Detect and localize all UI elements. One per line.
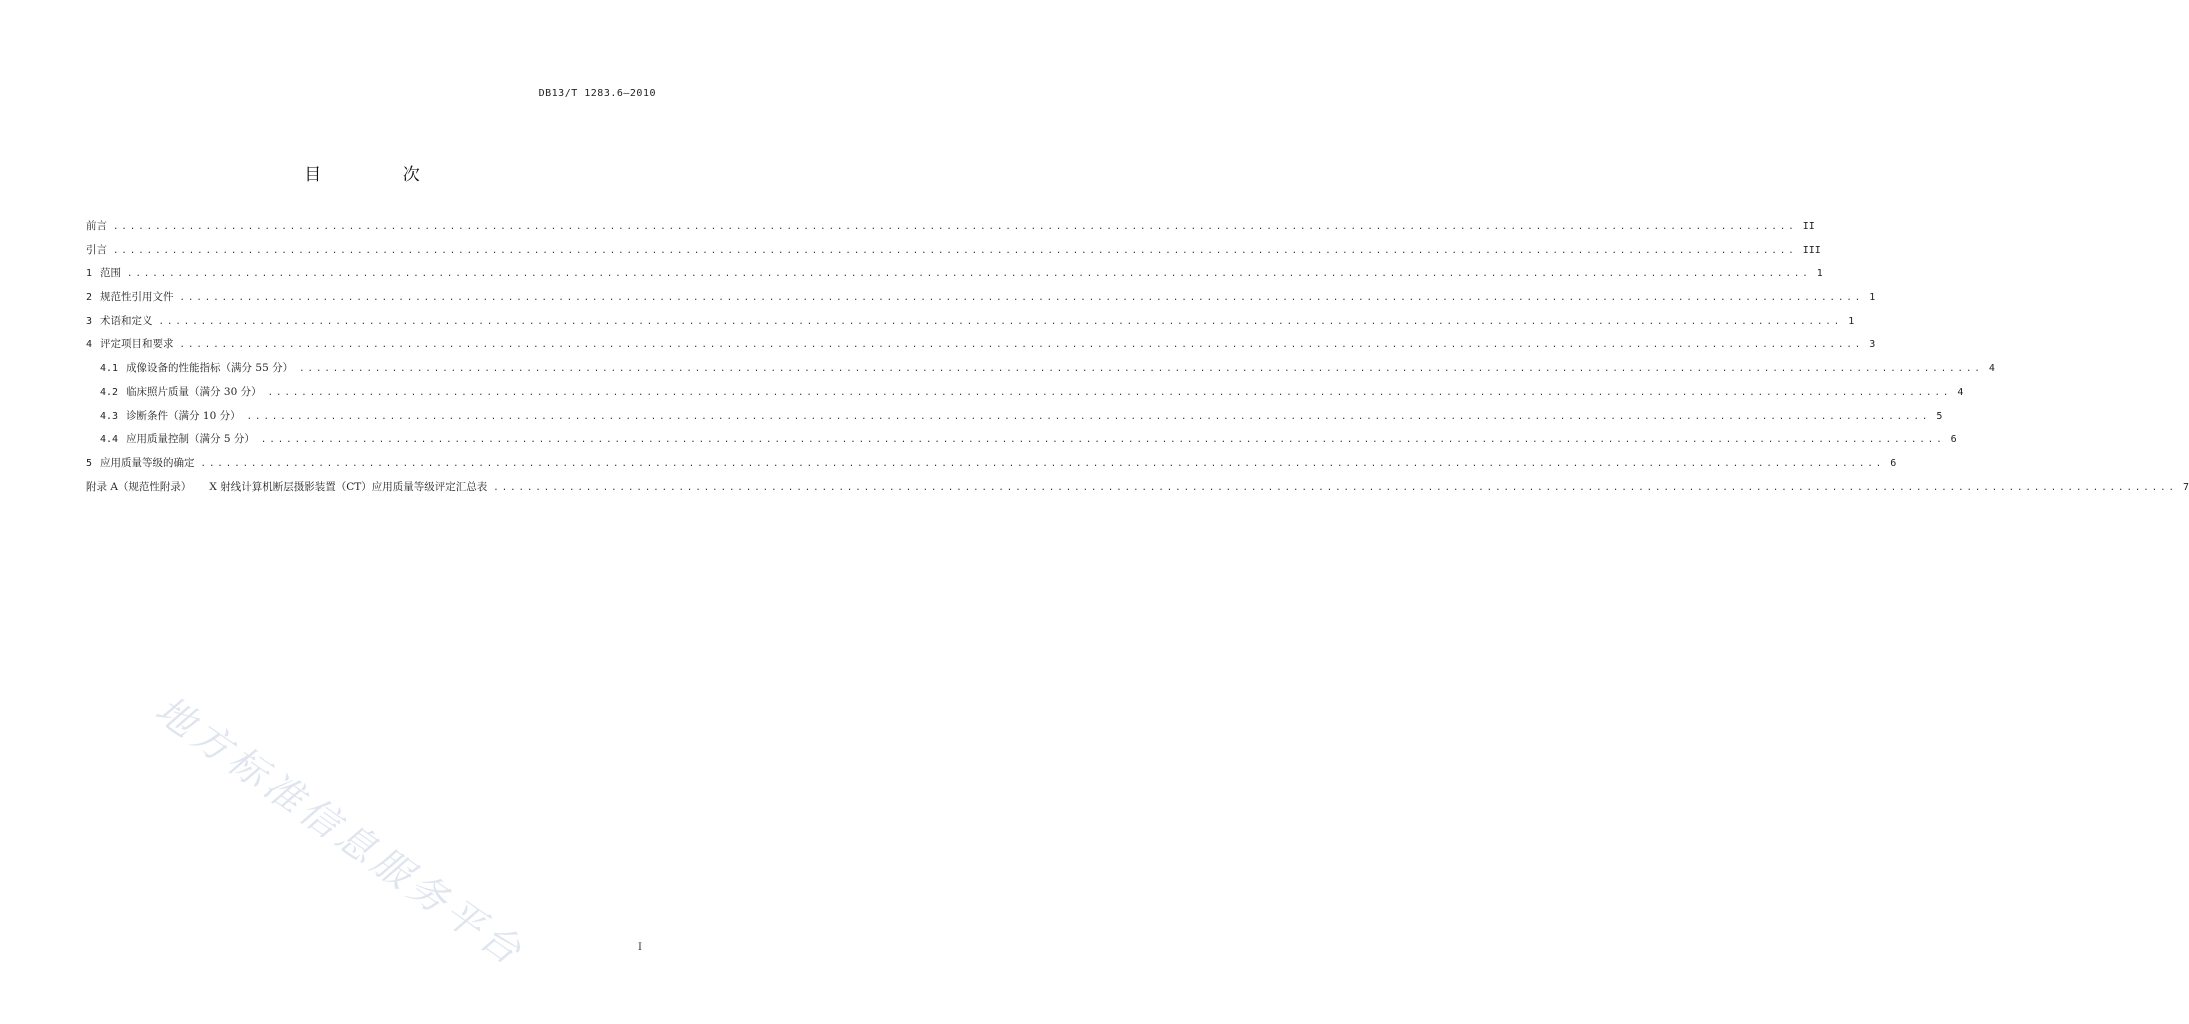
toc-entry-number: 4.3 [100,410,119,422]
toc-leader-dots: ........................................................................................................................................................................................................ [158,316,1843,327]
toc-entry-label: 应用质量控制（满分 5 分） [126,433,255,446]
toc-leader-dots: ........................................................................................................................................................................................................ [179,293,1864,304]
toc-leader-dots: ........................................................................................................................................................................................................ [267,387,1952,398]
toc-entry-page: 4 [1988,363,1995,375]
toc-entry-label: 诊断条件（满分 10 分） [126,409,241,422]
toc-entry-page: 5 [1936,410,1943,422]
toc-entry-label: 评定项目和要求 [100,338,174,351]
toc-entry-number: 4.4 [100,434,119,446]
table-of-contents [86,218,2189,502]
toc-entry-label: 引言 [86,243,107,256]
page-title: 目 次 [304,165,458,185]
toc-entry-number: 5 [86,457,93,469]
toc-entry[interactable] [86,431,1957,455]
page-number: I [638,942,642,953]
toc-entry-page: 1 [1848,315,1855,327]
toc-entry[interactable] [86,313,1855,337]
toc-entry[interactable] [86,336,1876,360]
toc-entry-number: 2 [86,292,93,304]
toc-entry-label: 术语和定义 [100,314,153,327]
toc-entry-page: 3 [1869,339,1876,351]
toc-entry-page: 6 [1950,434,1957,446]
toc-entry[interactable] [86,455,1897,479]
toc-leader-dots: ........................................................................................................................................................................................................ [200,458,1885,469]
toc-leader-dots: ........................................................................................................................................................................................................ [113,245,1797,256]
toc-entry-number: 3 [86,315,93,327]
toc-entry[interactable] [86,242,1821,266]
toc-entry[interactable] [86,384,1964,408]
toc-entry-page: 4 [1957,386,1964,398]
toc-entry-page: III [1802,244,1821,256]
toc-leader-dots: ........................................................................................................................................................................................................ [299,364,1983,375]
toc-entry-label: 规范性引用文件 [100,291,174,304]
toc-leader-dots: ........................................................................................................................................................................................................ [179,340,1864,351]
toc-entry-page: 7 [2182,481,2189,493]
watermark: 地方标准信息服务平台 [147,687,534,976]
toc-entry-label: 范围 [100,267,122,280]
toc-entry-number: 1 [86,268,93,280]
toc-entry-number: 4 [86,339,93,351]
toc-entry[interactable] [86,265,1823,289]
toc-leader-dots: ........................................................................................................................................................................................................ [260,435,1945,446]
toc-entry-page: II [1802,221,1815,232]
toc-entry[interactable] [86,289,1876,313]
toc-entry-label: 成像设备的性能指标（满分 55 分） [126,362,294,375]
toc-entry-label: 应用质量等级的确定 [100,456,195,469]
toc-leader-dots: ........................................................................................................................................................................................................ [493,482,2177,493]
toc-entry-label: 前言 [86,220,107,232]
toc-entry-sublabel: X 射线计算机断层摄影装置（CT）应用质量等级评定汇总表 [209,480,488,493]
toc-entry-page: 1 [1816,268,1823,280]
toc-leader-dots: ........................................................................................................................................................................................................ [127,269,1811,280]
toc-entry-number: 4.1 [100,363,119,375]
toc-entry[interactable] [86,479,2189,503]
toc-entry-label: 临床照片质量（满分 30 分） [126,385,262,398]
toc-entry-label: 附录 A（规范性附录） [86,480,192,493]
toc-entry[interactable] [86,408,1943,432]
document-code: DB13/T 1283.6—2010 [538,88,656,99]
toc-entry[interactable] [86,360,1995,384]
toc-entry[interactable] [86,218,1815,242]
toc-entry-number: 4.2 [100,386,119,398]
toc-entry-page: 6 [1890,457,1897,469]
toc-entry-page: 1 [1869,292,1876,304]
toc-leader-dots: ........................................................................................................................................................................................................ [113,222,1797,232]
toc-leader-dots: ........................................................................................................................................................................................................ [246,411,1931,422]
